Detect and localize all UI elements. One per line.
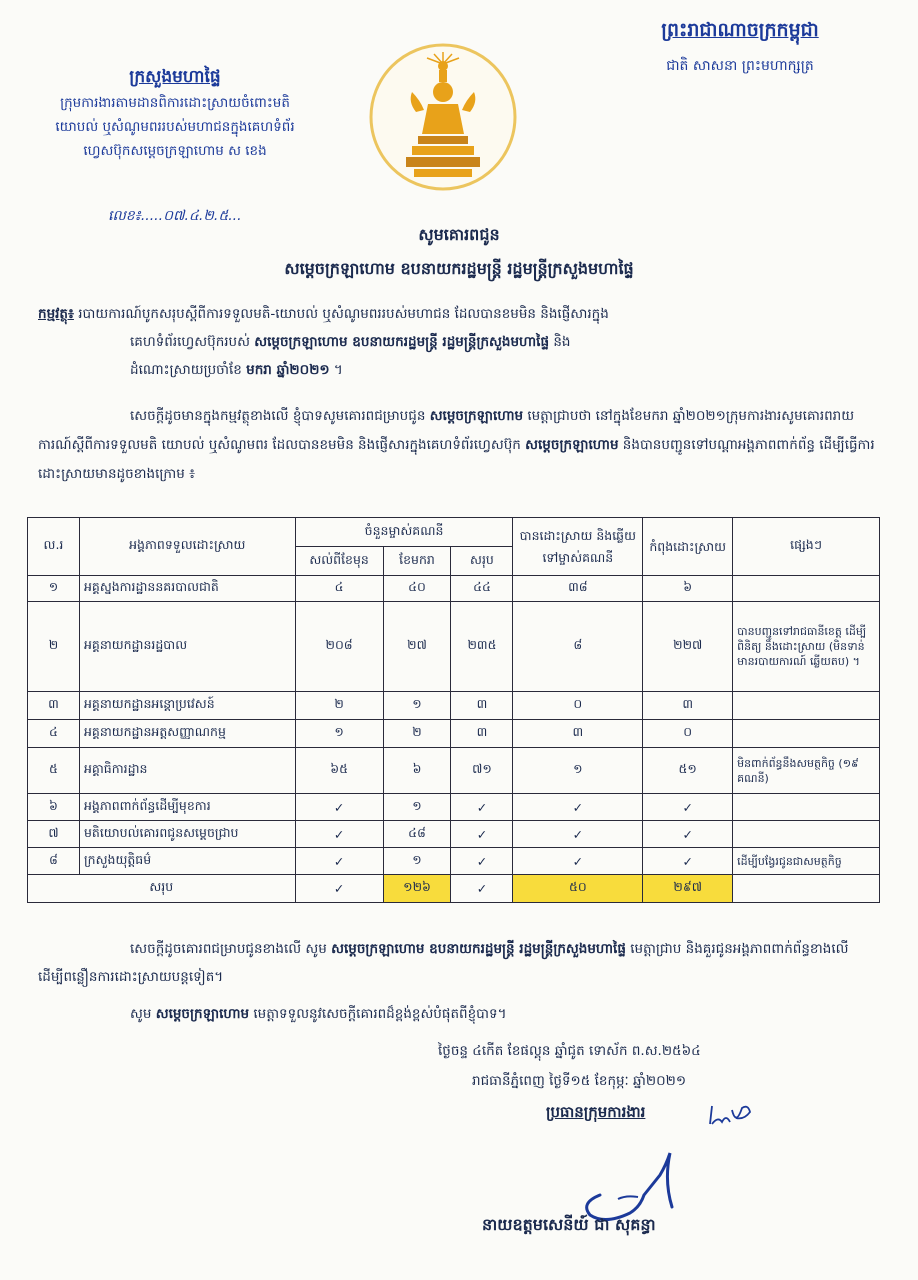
body-text: សេចក្ដីដូចមានក្នុងកម្មវត្ថុខាងលើ ខ្ញុំបាទសូមគោរពជម្រាបជូន [130, 408, 430, 424]
cell-unit: អង្គភាពពាក់ព័ន្ធដើម្បីមុខការ [79, 794, 295, 821]
header-jan: ខែមករា [383, 547, 451, 576]
cell-prev: ✓ [295, 848, 383, 875]
ministry-name: ក្រសួងមហាផ្ទៃ [129, 67, 221, 87]
cell-unit: អគ្គនាយកដ្ឋានរដ្ឋបាល [79, 602, 295, 692]
cell-unit: មតិយោបល់គោរពជូនសម្ដេចជ្រាប [79, 821, 295, 848]
header-no: ល.រ [28, 518, 80, 576]
reference-number: លេខ៖.....០៧.៤.២.៥... [108, 208, 242, 224]
header-complaints: ចំនួនម្ចាស់គណនី [295, 518, 513, 547]
total-total: ✓ [451, 875, 513, 903]
cell-total: ✓ [451, 848, 513, 875]
cell-resolved: ៣៨ [513, 576, 643, 602]
cell-prev: ១ [295, 720, 383, 748]
committee-line: ហ្វេសប៊ុកសម្ដេចក្រឡាហោម ស ខេង [83, 143, 267, 159]
cell-prev: ២០៨ [295, 602, 383, 692]
cell-unit: អគ្គនាយកដ្ឋានអន្តោប្រវេសន៍ [79, 692, 295, 720]
cell-jan: ១ [383, 848, 451, 875]
ministry-emblem-icon [368, 42, 518, 192]
date-place: រាជធានីភ្នំពេញ ថ្ងៃទី១៥ ខែកុម្ភៈ ឆ្នាំ២០២១ [472, 1073, 687, 1089]
cell-resolved: ៨ [513, 602, 643, 692]
addressee: សម្ដេចក្រឡាហោម ឧបនាយករដ្ឋមន្ត្រី រដ្ឋមន្ត្រីក្រសួងមហាផ្ទៃ [284, 259, 634, 278]
cell-resolved: ✓ [513, 794, 643, 821]
table-row [28, 848, 880, 875]
cell-resolved: ៣ [513, 720, 643, 748]
cell-pending: ០ [643, 720, 733, 748]
cell-prev: ✓ [295, 794, 383, 821]
total-prev: ✓ [295, 875, 383, 903]
cell-resolved: ✓ [513, 821, 643, 848]
closing-text: សូម [130, 1006, 156, 1022]
date-lunar: ថ្ងៃចន្ទ ៤កើត ខែផល្គុន ឆ្នាំជូត ទោស័ក ព.ស.២៥៦៤ [438, 1043, 701, 1059]
cell-prev: ២ [295, 692, 383, 720]
cell-pending: ៦ [643, 576, 733, 602]
closing-text: មេត្តាទទួលនូវសេចក្ដីគោរពដ៏ខ្ពង់ខ្ពស់បំផុតពីខ្ញុំបាទ។ [249, 1006, 507, 1022]
body-title: សម្ដេចក្រឡាហោម [429, 408, 524, 424]
subject-label: កម្មវត្ថុ៖ [38, 306, 74, 322]
total-pending: ២៩៧ [643, 875, 733, 903]
body-paragraph [38, 402, 878, 489]
subject-text: របាយការណ៍បូកសរុបស្ដីពីការទទួលមតិ-យោបល់ ឬសំណូមពររបស់មហាជន ដែលបានខមមិន និងផ្ញើសារក្នុង [78, 306, 609, 322]
cell-note [733, 720, 880, 748]
committee-line: ក្រុមការងារតាមដានពិការដោះស្រាយចំពោះមតិ [60, 95, 290, 111]
body-text: មេត្តាជ្រាបថា នៅក្នុងខែមករា ឆ្នាំ២០២១ក្រុមការងារសូមគោរពរាយការណ៍ស្ដីពីការទទួលមតិ យោបល់ ឬសំណូមពរ ដែលបានខមមិន និងផ្ញើសារក្នុងគេហទំព័រហ្វេសប៊ុក [38, 408, 855, 453]
cell-no: ៦ [28, 794, 80, 821]
cell-jan: ៤០ [383, 576, 451, 602]
subject-text: ។ [329, 362, 343, 378]
cell-jan: ១ [383, 794, 451, 821]
cell-unit: ក្រសួងយុត្តិធម៌ [79, 848, 295, 875]
ministry-block [30, 66, 320, 163]
cell-resolved: ១ [513, 748, 643, 794]
table-row [28, 821, 880, 848]
subject-text: ដំណោះស្រាយប្រចាំខែ [130, 362, 247, 378]
cell-note [733, 692, 880, 720]
subject-addressee: សម្ដេចក្រឡាហោម ឧបនាយករដ្ឋមន្ត្រី រដ្ឋមន្ត្រីក្រសួងមហាផ្ទៃ [254, 334, 550, 350]
cell-pending: ៣ [643, 692, 733, 720]
closing-addressee: សម្ដេចក្រឡាហោម ឧបនាយករដ្ឋមន្ត្រី រដ្ឋមន្ត្រីក្រសួងមហាផ្ទៃ [331, 941, 626, 957]
cell-resolved: ០ [513, 692, 643, 720]
cell-unit: អគ្គនាយកដ្ឋានអត្តសញ្ញាណកម្ម [79, 720, 295, 748]
cell-jan: ២៧ [383, 602, 451, 692]
cell-no: ៥ [28, 748, 80, 794]
cell-no: ៣ [28, 692, 80, 720]
cell-pending: ៥១ [643, 748, 733, 794]
cell-no: ៧ [28, 821, 80, 848]
closing-text: មេត្តាជ្រាប និងគួរជូនអង្គភាពពាក់ព័ន្ធខាងលើ ដើម្បីពន្លឿនការដោះស្រាយបន្តទៀត។ [38, 941, 849, 985]
subject-text: និង [549, 334, 571, 350]
cell-unit: អគ្គាធិការដ្ឋាន [79, 748, 295, 794]
cell-no: ៤ [28, 720, 80, 748]
table-row [28, 720, 880, 748]
salutation: សូមគោរពជូន [418, 225, 500, 244]
cell-total: ៣ [451, 720, 513, 748]
closing-regards [130, 1005, 506, 1025]
cell-total: ២៣៥ [451, 602, 513, 692]
committee-line: យោបល់ ឬសំណូមពររបស់មហាជនក្នុងគេហទំព័រ [55, 119, 295, 135]
national-motto: ជាតិ សាសនា ព្រះមហាក្សត្រ [666, 58, 814, 74]
table-row [28, 748, 880, 794]
cell-note: ដើម្បីបង្វែរជូនជាសមត្ថកិច្ច [733, 848, 880, 875]
subject-line-3 [38, 356, 878, 384]
cell-unit: អគ្គស្នងការដ្ឋាននគរបាលជាតិ [79, 576, 295, 602]
total-jan: ១២៦ [383, 875, 451, 903]
cell-no: ២ [28, 602, 80, 692]
total-note [733, 875, 880, 903]
subject-line-2 [38, 328, 878, 356]
cell-total: ៣ [451, 692, 513, 720]
cell-note [733, 576, 880, 602]
cell-note: បានបញ្ជូនទៅរាជធានីខេត្ត ដើម្បីពិនិត្យ និងដោះស្រាយ (មិនទាន់មានរបាយការណ៍ ឆ្លើយតប) ។ [733, 602, 880, 692]
cell-total: ៧១ [451, 748, 513, 794]
total-label: សរុប [28, 875, 296, 903]
table-row [28, 794, 880, 821]
cell-pending: ✓ [643, 821, 733, 848]
cell-note [733, 794, 880, 821]
signatory-name: នាយឧត្តមសេនីយ៍ ជា សុគន្ធា [482, 1215, 656, 1234]
cell-prev: ៤ [295, 576, 383, 602]
table-row [28, 602, 880, 692]
table-row [28, 692, 880, 720]
report-table [27, 517, 880, 903]
header-other: ផ្សេងៗ [733, 518, 880, 576]
header-total: សរុប [451, 547, 513, 576]
cell-total: ✓ [451, 821, 513, 848]
total-row [28, 875, 880, 903]
header-prev: សល់ពីខែមុន [295, 547, 383, 576]
chair-title: ប្រធានក្រុមការងារ [546, 1103, 646, 1121]
header-pending: កំពុងដោះស្រាយ [643, 518, 733, 576]
cell-jan: ១ [383, 692, 451, 720]
cell-jan: ២ [383, 720, 451, 748]
cell-no: ៨ [28, 848, 80, 875]
closing-title: សម្ដេចក្រឡាហោម [155, 1006, 250, 1022]
closing-paragraph [38, 935, 878, 991]
body-text: និងបានបញ្ជូនទៅបណ្ដាអង្គភាពពាក់ព័ន្ធ ដើម្បីធ្វើការដោះស្រាយមានដូចខាងក្រោម ៖ [38, 437, 875, 482]
subject [38, 300, 878, 384]
signature-icon [560, 1135, 710, 1225]
cell-note [733, 821, 880, 848]
cell-prev: ៦៥ [295, 748, 383, 794]
cell-jan: ៤៨ [383, 821, 451, 848]
cell-pending: ✓ [643, 848, 733, 875]
kingdom-name: ព្រះរាជាណាចក្រកម្ពុជា [661, 19, 819, 41]
cell-note: មិនពាក់ព័ន្ធនឹងសមត្ថកិច្ច (១៩ គណនី) [733, 748, 880, 794]
table-row [28, 576, 880, 602]
body-title: សម្ដេចក្រឡាហោម [525, 437, 619, 453]
initials-signature-icon [706, 1096, 756, 1134]
cell-prev: ✓ [295, 821, 383, 848]
header-unit: អង្គភាពទទួលដោះស្រាយ [79, 518, 295, 576]
total-resolved: ៥០ [513, 875, 643, 903]
cell-pending: ២២៧ [643, 602, 733, 692]
cell-jan: ៦ [383, 748, 451, 794]
header-resolved: បានដោះស្រាយ និងឆ្លើយទៅម្ចាស់គណនី [513, 518, 643, 576]
kingdom-block [590, 18, 890, 77]
cell-pending: ✓ [643, 794, 733, 821]
subject-text: គេហទំព័រហ្វេសប៊ុករបស់ [130, 334, 255, 350]
cell-total: ✓ [451, 794, 513, 821]
cell-total: ៤៤ [451, 576, 513, 602]
closing-text: សេចក្ដីដូចគោរពជម្រាបជូនខាងលើ សូម [130, 941, 332, 957]
subject-month: មករា ឆ្នាំ២០២១ [246, 362, 330, 378]
cell-resolved: ✓ [513, 848, 643, 875]
cell-no: ១ [28, 576, 80, 602]
